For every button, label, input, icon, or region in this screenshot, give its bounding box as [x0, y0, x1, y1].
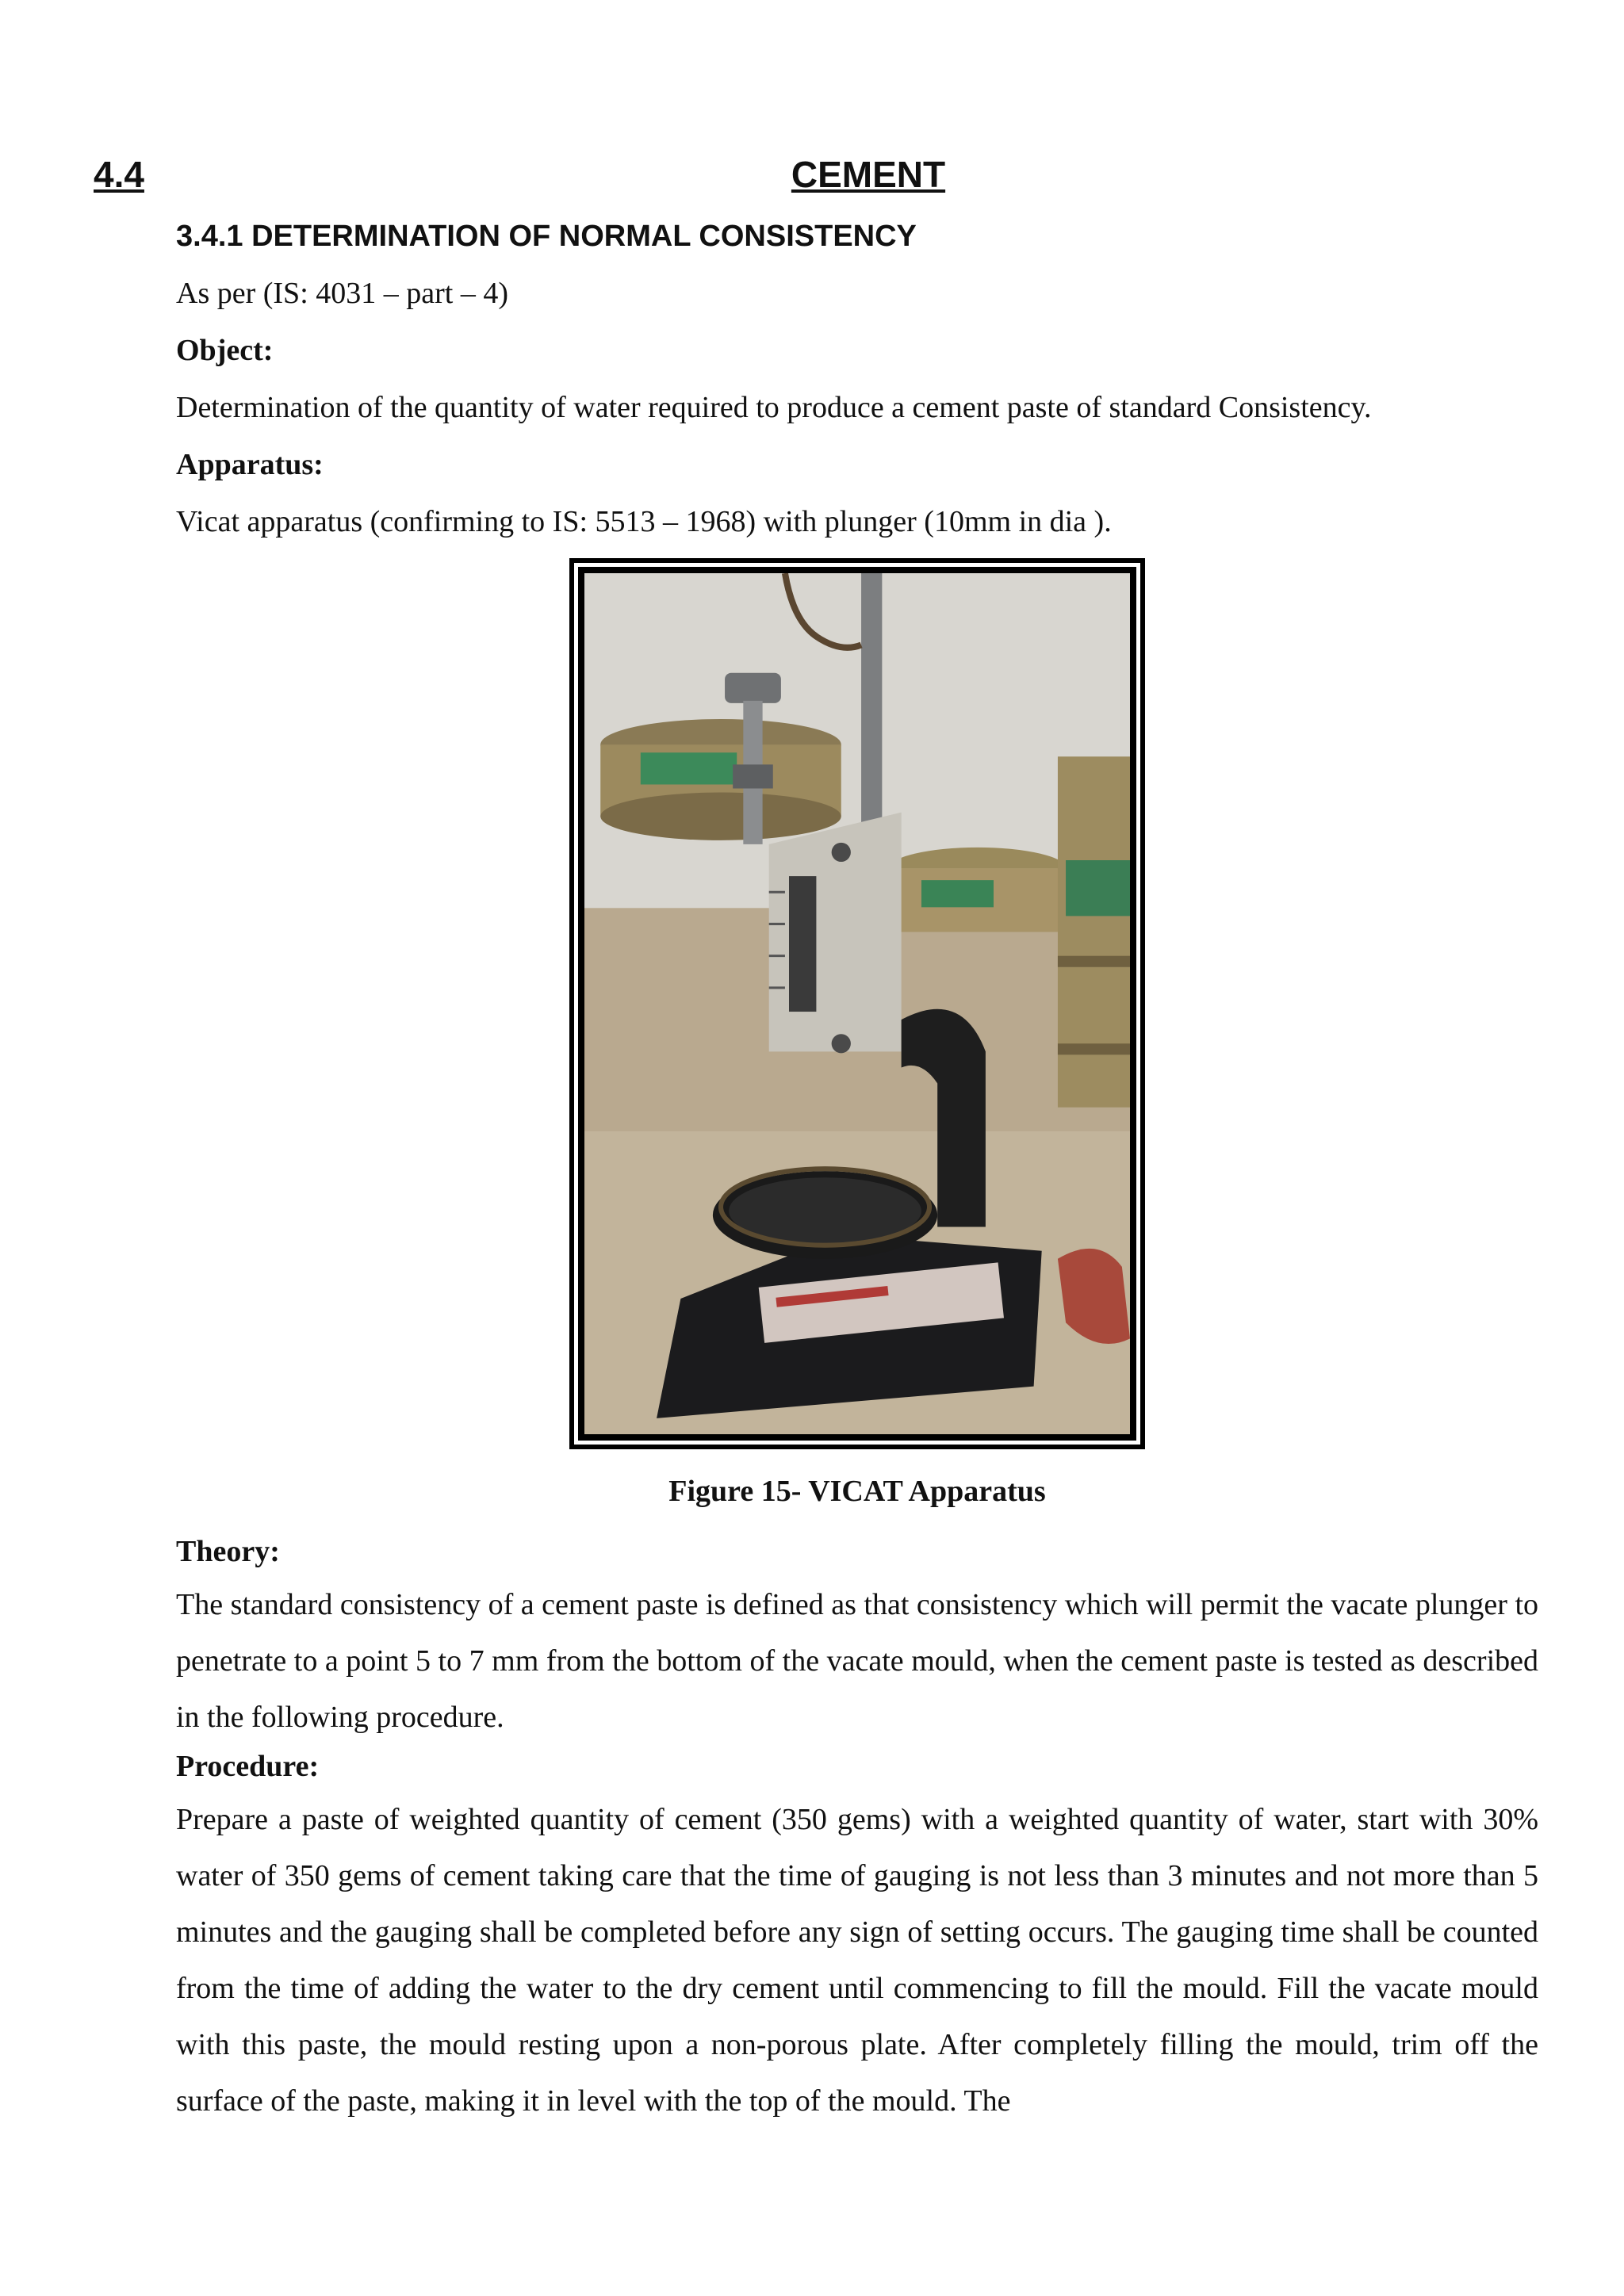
section-number: 4.4 [94, 154, 144, 195]
subsection-heading: 3.4.1 DETERMINATION OF NORMAL CONSISTENCY [176, 220, 917, 253]
standard-reference: As per (IS: 4031 – part – 4) [176, 277, 508, 310]
procedure-label: Procedure: [176, 1750, 320, 1783]
vicat-apparatus-photo [584, 573, 1130, 1434]
figure [176, 558, 1538, 1453]
figure-frame [569, 558, 1145, 1449]
object-label: Object: [176, 334, 274, 367]
theory-label: Theory: [176, 1535, 280, 1568]
theory-text: The standard consistency of a cement paste is defined as that consistency which will permit the vacate plunger to penetrate to a point 5 to 7 mm from the bottom of the vacate mould, when the cement paste is tested as described in the following procedure. [176, 1588, 1538, 1734]
object-text: Determination of the quantity of water required to produce a cement paste of standard Consistency. [176, 391, 1372, 424]
figure-caption: Figure 15- VICAT Apparatus [668, 1475, 1046, 1508]
apparatus-text: Vicat apparatus (confirming to IS: 5513 – 1968) with plunger (10mm in dia ). [176, 505, 1112, 538]
section-title: CEMENT [791, 154, 946, 195]
section-content [176, 216, 1538, 2130]
apparatus-label: Apparatus: [176, 448, 324, 481]
procedure-text: Prepare a paste of weighted quantity of cement (350 gems) with a weighted quantity of water, start with 30% water of 350 gems of cement taking care that the time of gauging is not less than 3 minutes and not more than 5 minutes and the gauging shall be completed before any sign of setting occurs. The gauging time shall be counted from the time of adding the water to the dry cement until commencing to fill the mould. Fill the vacate mould with this paste, the mould resting upon a non-porous plate. After completely filling the mould, trim off the surface of the paste, making it in level with the top of the mould. The [176, 1803, 1538, 2118]
